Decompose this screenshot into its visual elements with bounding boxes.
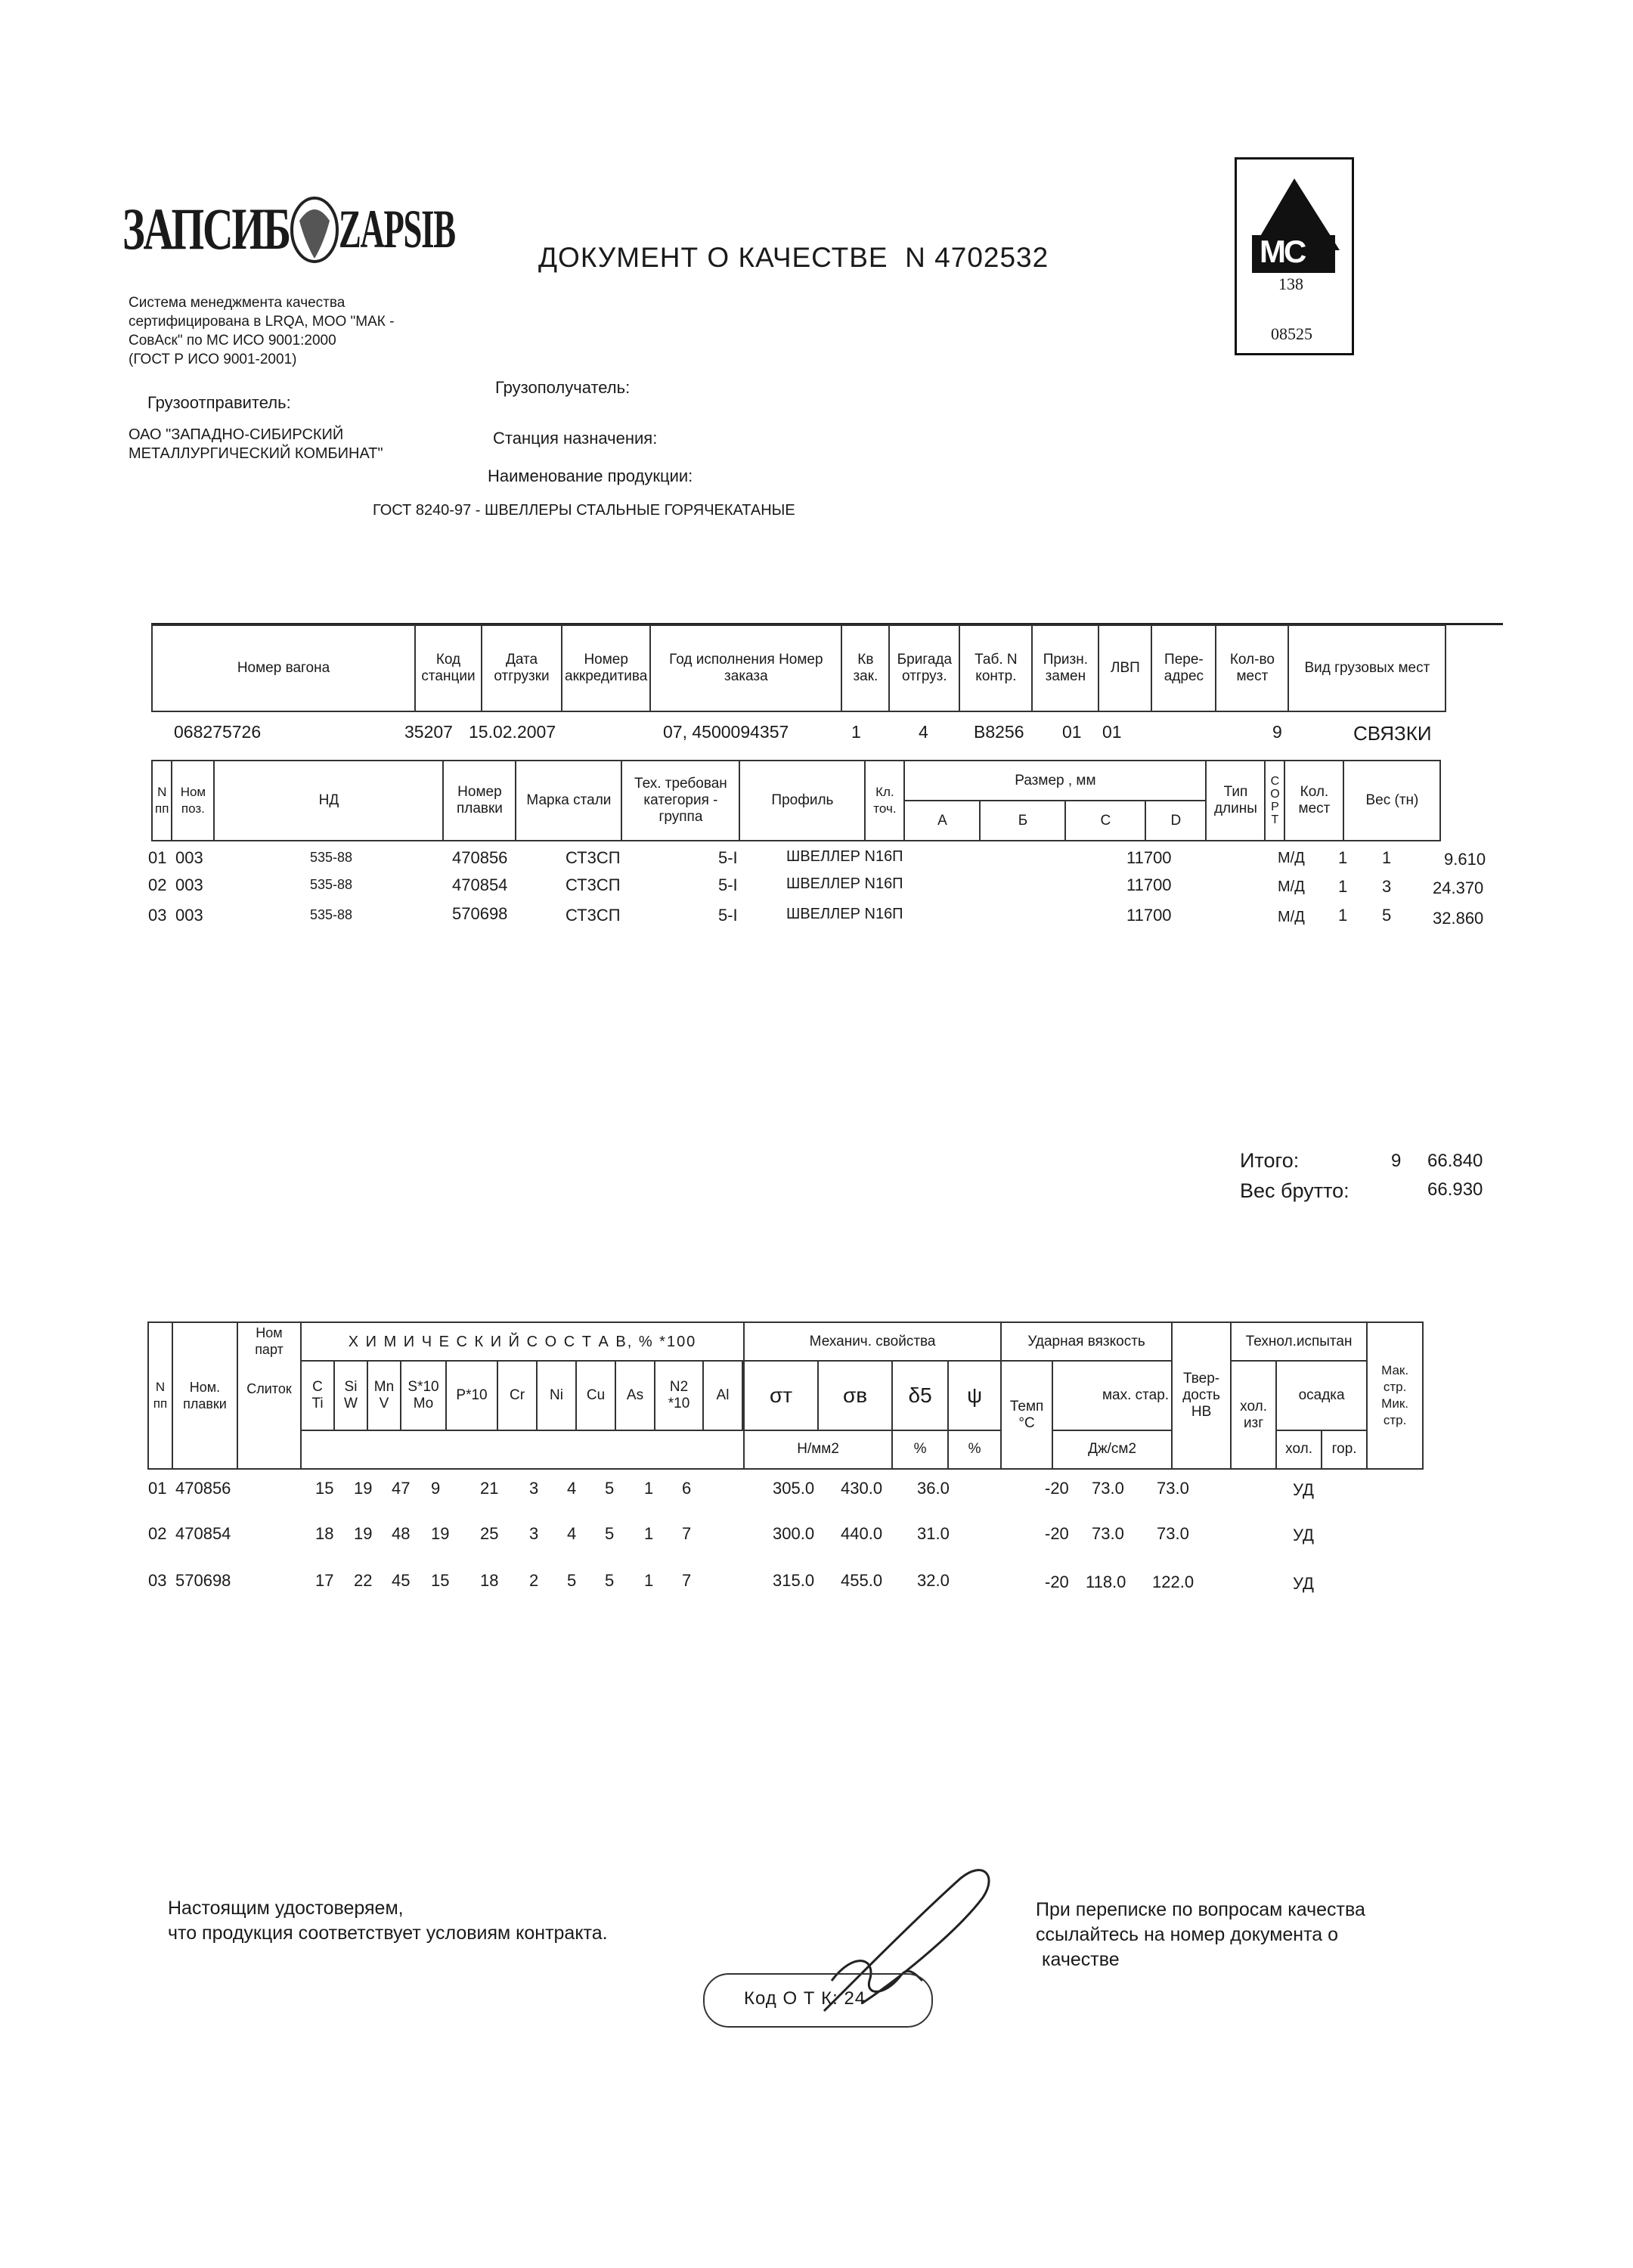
- logo-zapsib-en: ZAPSIB: [339, 199, 455, 259]
- shipment-header: Номер вагона Код станции Дата отгрузки Номер аккредитива Год исполнения Номер заказа Кв зак. Бригада отгруз. Таб. N контр. Призн. замен ЛВП Пере-адрес Кол-во мест Вид грузовых мест: [151, 624, 1446, 712]
- total-places: 9: [1391, 1151, 1402, 1171]
- doc-number: N 4702532: [905, 242, 1049, 273]
- total-weight: 66.840: [1427, 1151, 1483, 1171]
- shipper-name: ОАО "ЗАПАДНО-СИБИРСКИЙ МЕТАЛЛУРГИЧЕСКИЙ КОМБИНАТ": [129, 426, 383, 462]
- product-name: ГОСТ 8240-97 - ШВЕЛЛЕРЫ СТАЛЬНЫЕ ГОРЯЧЕКАТАНЫЕ: [373, 502, 795, 519]
- consignee-label: Грузополучатель:: [495, 378, 631, 397]
- doc-title: ДОКУМЕНТ О КАЧЕСТВЕ N 4702532: [538, 242, 1049, 273]
- shipper-label: Грузоотправитель:: [147, 393, 291, 412]
- station-label: Станция назначения:: [493, 429, 658, 448]
- gross-weight: 66.930: [1427, 1179, 1483, 1200]
- product-label: Наименование продукции:: [488, 466, 693, 485]
- gross-label: Вес брутто:: [1240, 1179, 1349, 1202]
- qms-text: Система менеджмента качества сертифицирована в LRQA, МОО "МАК - СовАск" по МС ИСО 9001:2000 (ГОСТ Р ИСО 9001-2001): [129, 295, 395, 367]
- logo-emblem-icon: [286, 191, 345, 274]
- certify-text: Настоящим удостоверяем, что продукция соответствует условиям контракта.: [168, 1898, 608, 1944]
- total-label: Итого:: [1240, 1149, 1300, 1172]
- chem-header: N пп Ном. плавки Ном парт Слиток Х И М И Ч Е С К И Й С О С Т А В, % *100 Механич. свойства Ударная вязкость Твер-дость НВ Технол.испытан Мак. стр. Мик. стр. C Ti Si W Mn V S*10 Mo P*10 Cr Ni Cu As N2 *10 Al σт σв δ5 ψ Темп °С мах. стар. хол. изг осадка Н/мм2 % % Дж/см2 хол. гор.: [147, 1321, 1424, 1470]
- correspondence-text: При переписке по вопросам качества ссылайтесь на номер документа о качестве: [1036, 1899, 1365, 1970]
- items-header: N пп Ном поз. НД Номер плавки Марка стали Тех. требован категория - группа Профиль Кл. точ. Размер , мм Тип длины С О Р Т Кол. мест Вес (тн) А Б С D: [151, 760, 1441, 841]
- cert-mark: МС 138 08525: [1235, 157, 1354, 355]
- logo-zapsib-ru: ЗАПСИБ: [122, 196, 290, 262]
- otk-stamp: Код О Т К: 24: [703, 1973, 933, 2028]
